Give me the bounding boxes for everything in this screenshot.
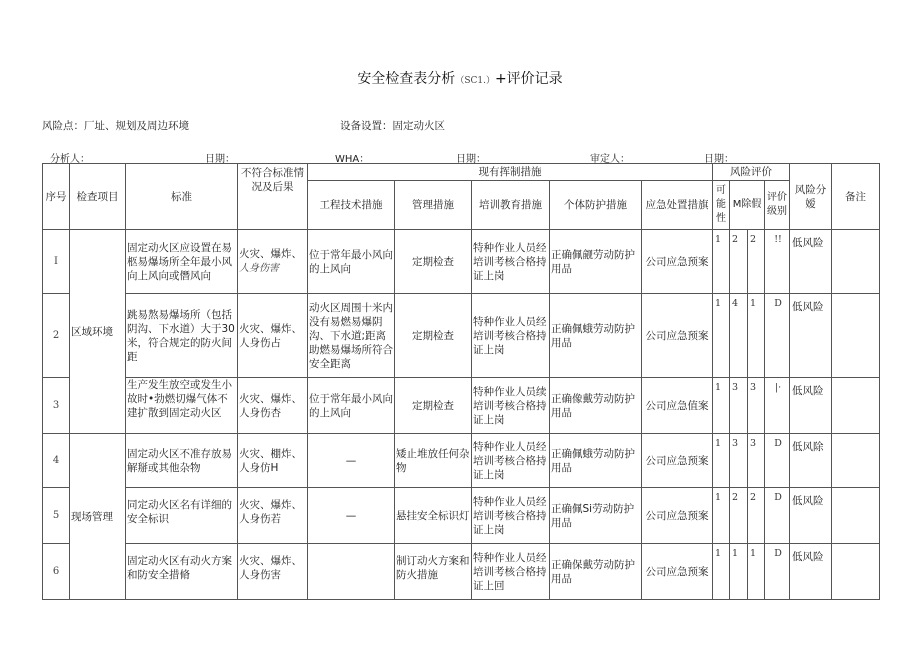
- row-seq: 2: [43, 294, 70, 378]
- title-sub: （SC1.）: [455, 76, 495, 86]
- date1-label: 日期：: [205, 154, 235, 165]
- row-grade: 低风险: [790, 378, 832, 434]
- row-seq: I: [43, 230, 70, 294]
- row-emergency: 公司应急预案: [642, 294, 713, 378]
- table-row: [43, 230, 880, 294]
- row-engineering: 动火区周围十米内没有易燃易爆阴沟、下水道;距离助燃易爆场所符合安全距离: [308, 294, 395, 378]
- row-standard: 固定动火区有动火方案和防安全措脩: [126, 544, 238, 600]
- row-management: 制订动火方案和防火措施: [395, 544, 472, 600]
- row-severity: 3: [730, 434, 748, 488]
- row-seq: 3: [43, 378, 70, 434]
- row-level: !!: [765, 230, 790, 294]
- row-likelihood: 1: [713, 230, 730, 294]
- row-standard: 固定动火区应设置在易柩易爆场所全年最小风向上风向或僭风向: [126, 230, 238, 294]
- row-standard: 固定动火区不准存放易解掰或其他杂物: [126, 434, 238, 488]
- row-grade: 低风险: [790, 488, 832, 544]
- row-ppe: 正确佩蛾劳动防护用品: [550, 434, 642, 488]
- row-seq: 5: [43, 488, 70, 544]
- row-risk: 3: [748, 378, 765, 434]
- row-emergency: 公司应急预案: [642, 488, 713, 544]
- date3-label: 日期：: [704, 154, 734, 165]
- row-emergency: 公司应急预案: [642, 544, 713, 600]
- header-row-1: [43, 164, 880, 181]
- title-main: 安全检查表分析: [357, 71, 456, 87]
- header-consequence: 不符合标准情况及后果: [238, 164, 308, 230]
- approver-label: 审定人：: [590, 154, 630, 165]
- row-ppe: 正确佩觎劳动防护用品: [550, 230, 642, 294]
- row-grade: 低风除: [790, 434, 832, 488]
- row-likelihood: 1: [713, 378, 730, 434]
- row-remark: [832, 378, 880, 434]
- analyst-label: 分析人：: [50, 154, 90, 165]
- row-consequence: [238, 230, 308, 294]
- row-likelihood: 1: [713, 294, 730, 378]
- row-consequence-a: 火灾、爆炸、: [239, 248, 302, 260]
- row-seq: 4: [43, 434, 70, 488]
- row-risk: 1: [748, 294, 765, 378]
- row-training: 特种作业人员经培训考核合格持证上岗: [472, 230, 550, 294]
- row-consequence: 火灾、爆炸、人身伤占: [238, 294, 308, 378]
- row-seq: 6: [43, 544, 70, 600]
- group-site: 现场管理: [70, 434, 126, 600]
- row-risk: 2: [748, 230, 765, 294]
- row-management: 悬挂安全标识灯: [395, 488, 472, 544]
- header-management: 管理措施: [395, 181, 472, 230]
- row-management: 定期检查: [395, 230, 472, 294]
- row-consequence: 火灾、爆炸、人身伤若: [238, 488, 308, 544]
- row-likelihood: 1: [713, 488, 730, 544]
- table-row: [43, 378, 880, 434]
- table-row: [43, 294, 880, 378]
- page-title: [0, 68, 920, 88]
- row-ppe: 正确佩蛾劳动防护用品: [550, 294, 642, 378]
- row-management: 定期检查: [395, 294, 472, 378]
- table-row: [43, 488, 880, 544]
- header-likelihood: 可能性: [713, 181, 730, 230]
- row-standard: 同定动火区名有详细的安全标识: [126, 488, 238, 544]
- header-grade: 风险分嫒: [790, 164, 832, 230]
- header-item: 检查项目: [70, 164, 126, 230]
- row-grade: 低风险: [790, 544, 832, 600]
- row-training: 特种作业人员续培训考核合格持证上岗: [472, 378, 550, 434]
- row-remark: [832, 230, 880, 294]
- row-engineering: 位于常年最小风向的上风向: [308, 230, 395, 294]
- header-seq: 序号: [43, 164, 70, 230]
- row-ppe: 正确佩Si劳动防护用品: [550, 488, 642, 544]
- row-management: 定期检查: [395, 378, 472, 434]
- row-consequence: 火灾、棚炸、人身仿H: [238, 434, 308, 488]
- row-engineering: —: [308, 488, 395, 544]
- row-severity: 4: [730, 294, 748, 378]
- row-level: D: [765, 488, 790, 544]
- group-area: 区域环境: [70, 230, 126, 434]
- row-emergency: 公司应急预案: [642, 230, 713, 294]
- row-level: D: [765, 434, 790, 488]
- row-management: 矮止堆放任何杂物: [395, 434, 472, 488]
- row-training: 特种作业人员经培训考核合格持证上岗: [472, 294, 550, 378]
- row-consequence: 火灾、爆炸、人身伤杏: [238, 378, 308, 434]
- risk-point: 风险点：厂址、规划及周边环境: [42, 120, 189, 132]
- row-standard: 生产发生放空或发生小故时•勃燃切爆气体不建扩散到固定动火区: [126, 378, 238, 434]
- row-standard: 跳易熬易爆场所（包括阴沟、下水道）大于30米，符合规定的防火间距: [126, 294, 238, 378]
- row-level: |·: [765, 378, 790, 434]
- equipment-setting: 设备设置：固定动火区: [340, 120, 445, 132]
- header-emergency: 应急处置措旗: [642, 181, 713, 230]
- row-consequence: 火灾、爆炸、人身伤害: [238, 544, 308, 600]
- checklist-table: [42, 163, 880, 600]
- header-ppe: 个体防护措施: [550, 181, 642, 230]
- row-grade: 低风险: [790, 230, 832, 294]
- header-training: 培训教育措施: [472, 181, 550, 230]
- row-engineering: [308, 544, 395, 600]
- row-level: D: [765, 294, 790, 378]
- date2-label: 日期：: [456, 154, 486, 165]
- row-training: 特种作业人员经培训考核合格持证上岗: [472, 434, 550, 488]
- row-consequence-b: 人身伤害: [239, 263, 279, 274]
- row-training: 特种作业人员经培训考核合格持证上岗: [472, 488, 550, 544]
- row-risk: 1: [748, 544, 765, 600]
- row-risk: 3: [748, 434, 765, 488]
- row-remark: [832, 488, 880, 544]
- row-severity: 2: [730, 488, 748, 544]
- row-remark: [832, 434, 880, 488]
- table-row: [43, 434, 880, 488]
- row-severity: 2: [730, 230, 748, 294]
- row-emergency: 公司应急值案: [642, 378, 713, 434]
- row-engineering: 位于常年最小风向的上风向: [308, 378, 395, 434]
- header-engineering: 工程技术措施: [308, 181, 395, 230]
- header-controls: 现有挥制措施: [308, 164, 713, 181]
- row-engineering: —: [308, 434, 395, 488]
- header-standard: 标准: [126, 164, 238, 230]
- row-likelihood: 1: [713, 544, 730, 600]
- row-ppe: 正确保戴劳动防护用品: [550, 544, 642, 600]
- row-remark: [832, 294, 880, 378]
- row-severity: 1: [730, 544, 748, 600]
- row-risk: 2: [748, 488, 765, 544]
- header-eval: 风险评价: [713, 164, 790, 181]
- row-level: D: [765, 544, 790, 600]
- row-emergency: 公司应急预案: [642, 434, 713, 488]
- title-tail: +评价记录: [494, 71, 563, 87]
- row-ppe: 正确像戴劳动防护用品: [550, 378, 642, 434]
- reviewer-label: WHA：: [335, 154, 370, 165]
- row-likelihood: 1: [713, 434, 730, 488]
- row-remark: [832, 544, 880, 600]
- header-remark: 备注: [832, 164, 880, 230]
- row-training: 特种作业人员经培训考核合格持证上回: [472, 544, 550, 600]
- row-severity: 3: [730, 378, 748, 434]
- row-grade: 低风险: [790, 294, 832, 378]
- header-eval-level: 评价级别: [765, 181, 790, 230]
- table-row: [43, 544, 880, 600]
- header-severity: M除假: [730, 181, 765, 230]
